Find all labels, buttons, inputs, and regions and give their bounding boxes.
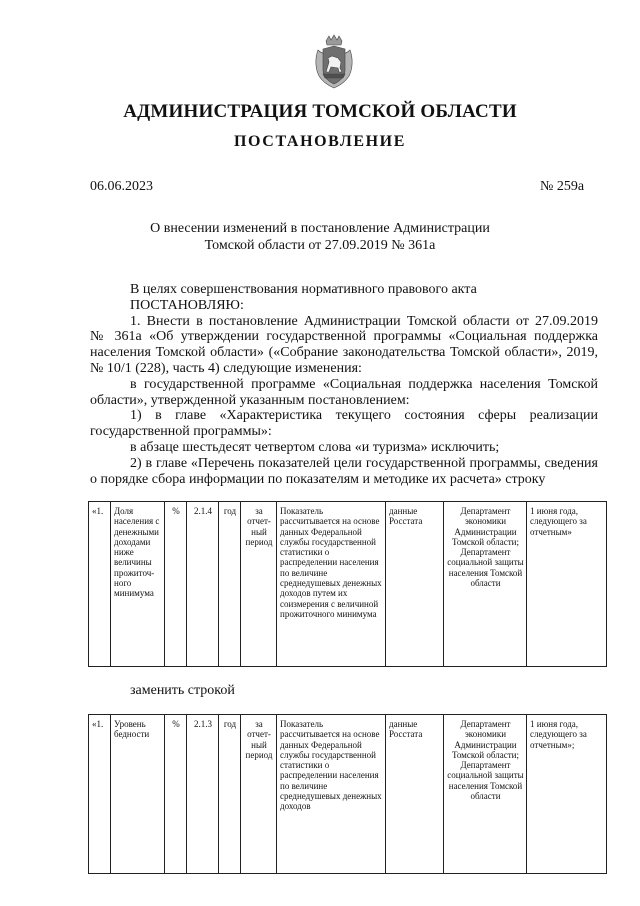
deadline-cell: 1 июня года, следующего за отчетным» xyxy=(527,502,607,667)
unit-cell: % xyxy=(165,502,187,667)
responsible-cell: Департамент экономики Администрации Томской области; Департамент социальной защиты населения Томской области xyxy=(444,502,527,667)
document-number: № 259а xyxy=(540,179,585,194)
responsible-cell: Департамент экономики Администрации Томской области; Департамент социальной защиты населения Томской области xyxy=(444,715,527,874)
table-row xyxy=(89,502,607,667)
row-number-cell: «1. xyxy=(89,715,111,874)
organization-title: АДМИНИСТРАЦИЯ ТОМСКОЙ ОБЛАСТИ xyxy=(123,101,517,122)
period-cell: за отчет-ный период xyxy=(241,715,277,874)
new-indicator-table xyxy=(88,714,607,874)
deadline-cell: 1 июня года, следующего за отчетным»; xyxy=(527,715,607,874)
code-cell: 2.1.3 xyxy=(187,715,219,874)
subject-line-1: О внесении изменений в постановление Администрации xyxy=(150,221,490,236)
indicator-name-cell: Уровень бедности xyxy=(111,715,165,874)
periodicity-cell: год xyxy=(219,502,241,667)
purpose-paragraph: В целях совершенствования нормативного правового акта xyxy=(130,282,477,297)
subitem-1-line-1: 1) в главе «Характеристика текущего состояния сферы реализации xyxy=(130,408,598,424)
indicator-name-cell: Доля населения с денежными доходами ниже величины прожиточ-ного минимума xyxy=(111,502,165,667)
item-1-rest: № 361а «Об утверждении государственной программы «Социальная поддержка населения Томской области» («Собрание законодательства Томской области», 2019, № 10/1 (228), часть 4) следующие изменения: xyxy=(90,329,598,376)
document-body xyxy=(90,282,598,487)
document-subject xyxy=(0,220,640,254)
row-number-cell: «1. xyxy=(89,502,111,667)
item-1-first-line: 1. Внести в постановление Администрации Томской области от 27.09.2019 xyxy=(130,313,598,329)
document-type: ПОСТАНОВЛЕНИЕ xyxy=(234,133,406,150)
code-cell: 2.1.4 xyxy=(187,502,219,667)
unit-cell: % xyxy=(165,715,187,874)
method-cell: Показатель рассчитывается на основе данных Федеральной службы государственной статистики о распределении населения по величине среднедушевых денежных доходов путем их соизмерения с величиной прожиточного минимума xyxy=(277,502,386,667)
program-line-2: области», утвержденной указанным постановлением: xyxy=(90,392,410,408)
source-cell: данные Росстата xyxy=(386,502,444,667)
program-line-1: в государственной программе «Социальная поддержка населения Томской xyxy=(130,376,598,392)
period-cell: за отчет-ный период xyxy=(241,502,277,667)
periodicity-cell: год xyxy=(219,715,241,874)
subitem-2: 2) в главе «Перечень показателей цели государственной программы, сведения о порядке сбора информации по показателям и методике их расчета» строку xyxy=(90,455,598,487)
decree-word: ПОСТАНОВЛЯЮ: xyxy=(130,297,244,313)
method-cell: Показатель рассчитывается на основе данных Федеральной службы государственной статистики о распределении населения по величине среднедушевых денежных доходов xyxy=(277,715,386,874)
source-cell: данные Росстата xyxy=(386,715,444,874)
old-indicator-table xyxy=(88,501,607,667)
subitem-1-line-2: государственной программы»: xyxy=(90,424,272,440)
tomsk-oblast-coat-of-arms-icon xyxy=(314,34,354,90)
paragraph-64-change: в абзаце шестьдесят четвертом слова «и туризма» исключить; xyxy=(130,439,500,455)
table-row xyxy=(89,715,607,874)
replace-with-text: заменить строкой xyxy=(130,683,235,698)
document-date: 06.06.2023 xyxy=(90,179,153,194)
subject-line-2: Томской области от 27.09.2019 № 361а xyxy=(204,238,436,253)
